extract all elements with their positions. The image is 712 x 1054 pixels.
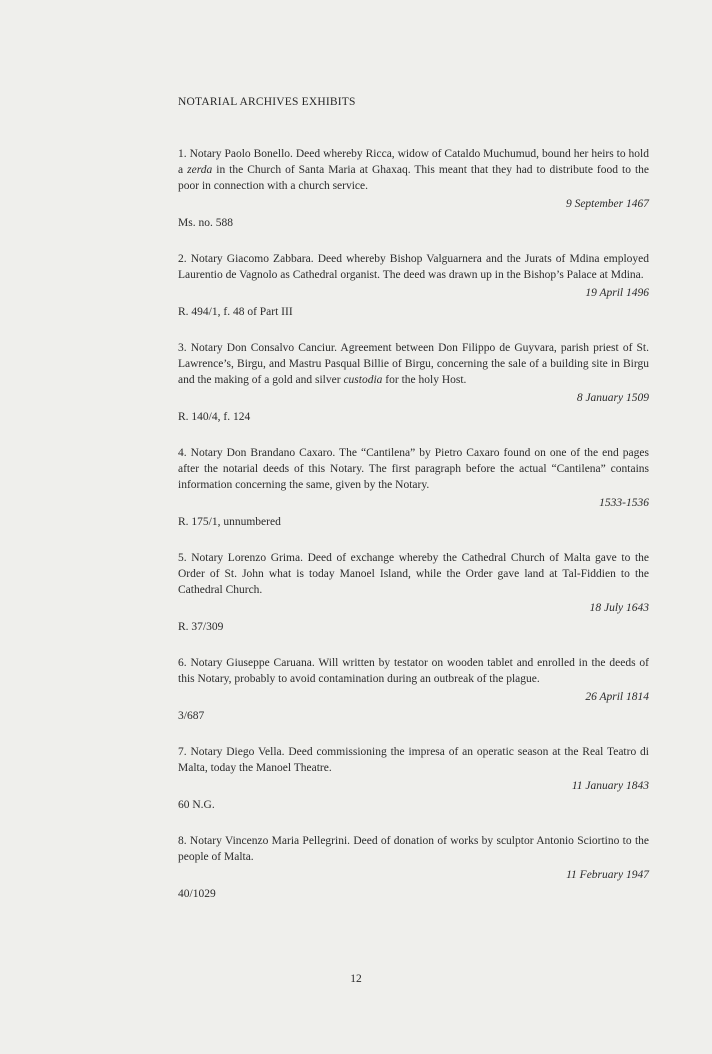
exhibit-entry	[178, 550, 649, 635]
exhibit-date: 9 September 1467	[565, 198, 649, 210]
exhibit-description	[178, 655, 649, 687]
exhibit-description	[178, 833, 649, 865]
description-text: 6. Notary Giuseppe Caruana. Will written by testator on wooden tablet and enrolled in the deeds of this Notary, probably to avoid contamination during an outbreak of the plague.	[178, 657, 649, 685]
exhibit-date: 1533-1536	[599, 497, 649, 509]
description-text: 3. Notary Don Consalvo Canciur. Agreement between Don Filippo de Guyvara, parish priest of St. Lawrence’s, Birgu, and Mastru Pasqual Billie of Birgu, concerning the sale of a building site in Birgu and the making of a gold and silver	[178, 342, 649, 386]
exhibit-date: 26 April 1814	[585, 691, 649, 703]
description-text: 7. Notary Diego Vella. Deed commissioning the impresa of an operatic season at the Real Teatro di Malta, today the Manoel Theatre.	[178, 746, 649, 774]
exhibit-reference: 60 N.G.	[178, 799, 215, 811]
description-text: 4. Notary Don Brandano Caxaro. The “Cantilena” by Pietro Caxaro found on one of the end pages after the notarial deeds of this Notary. The first paragraph before the actual “Cantilena” contains information concerning the same, given by the Notary.	[178, 447, 649, 491]
page-heading: NOTARIAL ARCHIVES EXHIBITS	[178, 96, 356, 108]
description-text: for the holy Host.	[382, 374, 467, 386]
exhibit-entry	[178, 655, 649, 724]
exhibit-date: 8 January 1509	[576, 392, 649, 404]
italic-term: zerda	[187, 164, 213, 176]
exhibit-reference: 3/687	[178, 710, 205, 722]
page-number: 12	[350, 973, 362, 985]
exhibit-date: 18 July 1643	[589, 602, 649, 614]
exhibit-reference: 40/1029	[178, 888, 216, 900]
exhibit-date: 11 February 1947	[566, 869, 649, 881]
description-text: 8. Notary Vincenzo Maria Pellegrini. Deed of donation of works by sculptor Antonio Sciortino to the people of Malta.	[178, 835, 649, 863]
italic-term: custodia	[343, 374, 383, 386]
exhibit-reference: R. 494/1, f. 48 of Part III	[178, 306, 293, 318]
description-text: 1. Notary Paolo Bonello. Deed whereby Ricca, widow of Cataldo Muchumud, bound her heirs to hold a	[178, 148, 649, 176]
exhibit-entry	[178, 833, 649, 902]
description-text: 5. Notary Lorenzo Grima. Deed of exchange whereby the Cathedral Church of Malta gave to the Order of St. John what is today Manoel Island, while the Order gave land at Tal-Fiddien to the Cathedral Church.	[178, 552, 649, 596]
exhibit-entry	[178, 445, 649, 530]
exhibit-reference: R. 37/309	[178, 621, 224, 633]
description-text: 2. Notary Giacomo Zabbara. Deed whereby Bishop Valguarnera and the Jurats of Mdina employed Laurentio de Vagnolo as Cathedral organist. The deed was drawn up in the Bishop’s Palace at Mdina.	[178, 253, 649, 281]
exhibit-date: 11 January 1843	[571, 780, 649, 792]
exhibit-reference: R. 175/1, unnumbered	[178, 516, 281, 528]
exhibit-entry	[178, 146, 649, 231]
exhibit-description	[178, 146, 649, 194]
exhibit-entry	[178, 340, 649, 425]
description-text: in the Church of Santa Maria at Ghaxaq. This meant that they had to distribute food to the poor in connection with a church service.	[178, 164, 649, 192]
exhibit-description	[178, 550, 649, 598]
exhibit-description	[178, 445, 649, 493]
exhibit-reference: Ms. no. 588	[178, 217, 233, 229]
exhibit-date: 19 April 1496	[585, 287, 649, 299]
exhibit-description	[178, 744, 649, 776]
exhibit-entry	[178, 251, 649, 320]
exhibit-reference: R. 140/4, f. 124	[178, 411, 251, 423]
exhibit-list	[178, 146, 649, 922]
exhibit-entry	[178, 744, 649, 813]
exhibit-description	[178, 340, 649, 388]
exhibit-description	[178, 251, 649, 283]
